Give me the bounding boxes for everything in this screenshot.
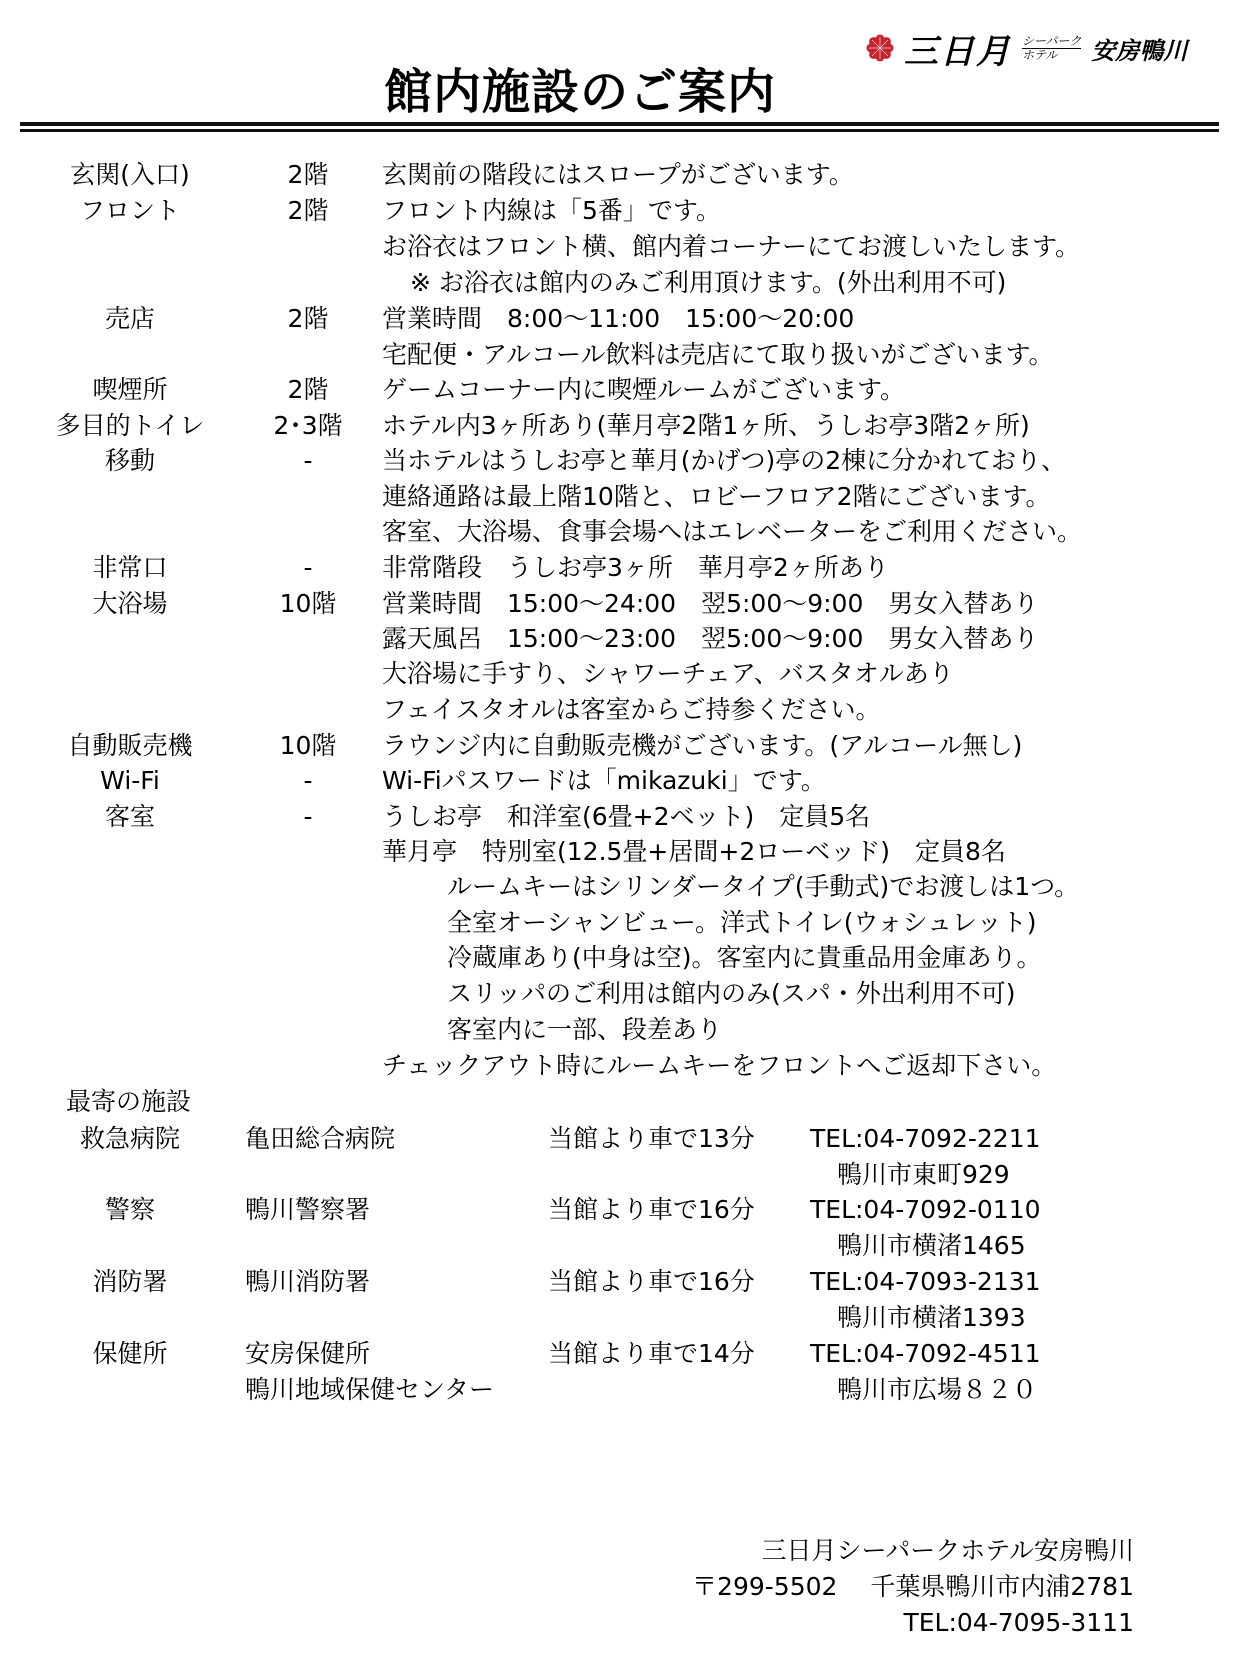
nearby-time: 当館より車で16分 [548, 1195, 755, 1224]
facility-name: Wi-Fi [100, 766, 160, 795]
nearby-tel[interactable]: TEL:04-7092-0110 [810, 1195, 1041, 1224]
facility-desc: ホテル内3ヶ所あり(華月亭2階1ヶ所、うしお亭3階2ヶ所) [382, 411, 1030, 440]
nearby-name: 亀田総合病院 [245, 1124, 396, 1153]
facility-floor: 2･3階 [273, 411, 343, 440]
facility-floor: - [303, 553, 313, 582]
facility-floor: 10階 [279, 731, 337, 760]
nearby-type: 救急病院 [79, 1124, 180, 1153]
nearby-name: 安房保健所 [245, 1339, 371, 1368]
nearby-time: 当館より車で14分 [548, 1339, 755, 1368]
nearby-time: 当館より車で13分 [548, 1124, 755, 1153]
logo-sub-bottom: ホテル [1022, 47, 1058, 62]
facility-desc: 露天風呂 15:00～23:00 翌5:00～9:00 男女入替あり [382, 624, 1039, 653]
logo-name: 三日月 [904, 31, 1012, 72]
nearby-address: 鴨川市横渚1465 [837, 1231, 1026, 1260]
nearby-name: 鴨川地域保健センター [245, 1375, 495, 1404]
facility-desc: 宅配便・アルコール飲料は売店にて取り扱いがございます。 [382, 340, 1054, 369]
facility-name: 多目的トイレ [55, 411, 205, 440]
footer-tel[interactable]: TEL:04-7095-3111 [903, 1608, 1134, 1637]
facility-desc: うしお亭 和洋室(6畳+2ベット) 定員5名 [382, 802, 871, 831]
facility-desc: フロント内線は「5番」です。 [382, 196, 721, 225]
facility-floor: - [303, 802, 313, 831]
facility-desc: 大浴場に手すり、シャワーチェア、バスタオルあり [382, 659, 954, 688]
nearby-tel[interactable]: TEL:04-7092-4511 [810, 1339, 1041, 1368]
facility-desc: 連絡通路は最上階10階と、ロビーフロア2階にございます。 [382, 482, 1051, 511]
footer-address-line [692, 1569, 1134, 1605]
facility-floor: - [303, 446, 313, 475]
facility-desc: 玄関前の階段にはスロープがございます。 [382, 160, 854, 189]
facility-name: 喫煙所 [92, 375, 168, 404]
page-title: 館内施設のご案内 [383, 64, 776, 120]
nearby-type: 保健所 [92, 1339, 168, 1368]
facility-desc: 当ホテルはうしお亭と華月(かげつ)亭の2棟に分かれており、 [382, 446, 1067, 475]
facility-floor: 2階 [287, 160, 329, 189]
facility-name: 玄関(入口) [70, 160, 190, 189]
flower-crest-icon [866, 34, 894, 62]
footer-spacer [837, 1572, 870, 1601]
room-detail: ルームキーはシリンダータイプ(手動式)でお渡しは1つ。 [447, 872, 1080, 901]
nearby-tel[interactable]: TEL:04-7093-2131 [810, 1267, 1041, 1296]
nearby-address: 鴨川市広場８２０ [837, 1375, 1038, 1404]
nearby-type: 警察 [104, 1195, 155, 1224]
facility-floor: - [303, 766, 313, 795]
nearby-address: 鴨川市横渚1393 [837, 1303, 1026, 1332]
facility-desc: Wi-Fiパスワードは「mikazuki」です。 [382, 766, 826, 795]
facility-name: 移動 [104, 446, 155, 475]
facility-desc: 非常階段 うしお亭3ヶ所 華月亭2ヶ所あり [382, 553, 889, 582]
logo-location: 安房鴨川 [1091, 35, 1188, 65]
facility-desc: ゲームコーナー内に喫煙ルームがございます。 [382, 375, 906, 404]
facility-desc: フェイスタオルは客室からご持参ください。 [382, 695, 881, 724]
footer-hotel-name: 三日月シーパークホテル安房鴨川 [761, 1536, 1134, 1565]
logo-subtitle [1022, 35, 1081, 62]
facility-desc: お浴衣はフロント横、館内着コーナーにてお渡しいたします。 [382, 232, 1081, 261]
facility-floor: 2階 [287, 304, 329, 333]
facility-desc: 営業時間 8:00～11:00 15:00～20:00 [382, 304, 855, 333]
nearby-heading: 最寄の施設 [66, 1087, 192, 1116]
facility-note: ※ お浴衣は館内のみご利用頂けます。(外出利用不可) [410, 268, 1007, 297]
nearby-name: 鴨川消防署 [245, 1267, 371, 1296]
room-detail: スリッパのご利用は館内のみ(スパ・外出利用不可) [447, 979, 1016, 1008]
facility-name: 非常口 [92, 553, 168, 582]
room-detail: 冷蔵庫あり(中身は空)。客室内に貴重品用金庫あり。 [447, 943, 1042, 972]
title-divider-top [20, 122, 1219, 126]
facility-floor: 10階 [279, 589, 337, 618]
facility-name: 客室 [104, 802, 155, 831]
room-detail: 全室オーシャンビュー。洋式トイレ(ウォシュレット) [447, 908, 1037, 937]
facility-name: フロント [79, 196, 180, 225]
facility-desc: ラウンジ内に自動販売機がございます。(アルコール無し) [382, 731, 1023, 760]
nearby-time: 当館より車で16分 [548, 1267, 755, 1296]
facility-desc: 客室、大浴場、食事会場へはエレベーターをご利用ください。 [382, 517, 1083, 546]
facility-floor: 2階 [287, 375, 329, 404]
footer-address: 千葉県鴨川市内浦2781 [870, 1572, 1134, 1601]
facility-name: 大浴場 [92, 589, 168, 618]
facility-floor: 2階 [287, 196, 329, 225]
facility-name: 自動販売機 [67, 731, 193, 760]
facility-desc: 営業時間 15:00～24:00 翌5:00～9:00 男女入替あり [382, 589, 1039, 618]
nearby-tel[interactable]: TEL:04-7092-2211 [810, 1124, 1041, 1153]
nearby-name: 鴨川警察署 [245, 1195, 371, 1224]
footer-postal: 〒299-5502 [692, 1572, 838, 1601]
room-detail: 客室内に一部、段差あり [447, 1015, 723, 1044]
nearby-type: 消防署 [92, 1267, 168, 1296]
facility-name: 売店 [104, 304, 155, 333]
nearby-address: 鴨川市東町929 [837, 1160, 1010, 1189]
facility-desc: 華月亭 特別室(12.5畳+居間+2ローベッド) 定員8名 [382, 837, 1006, 866]
checkout-note: チェックアウト時にルームキーをフロントへご返却下さい。 [382, 1051, 1057, 1080]
title-divider-bottom [20, 129, 1219, 132]
logo-sub-top: シーパーク [1022, 33, 1082, 48]
